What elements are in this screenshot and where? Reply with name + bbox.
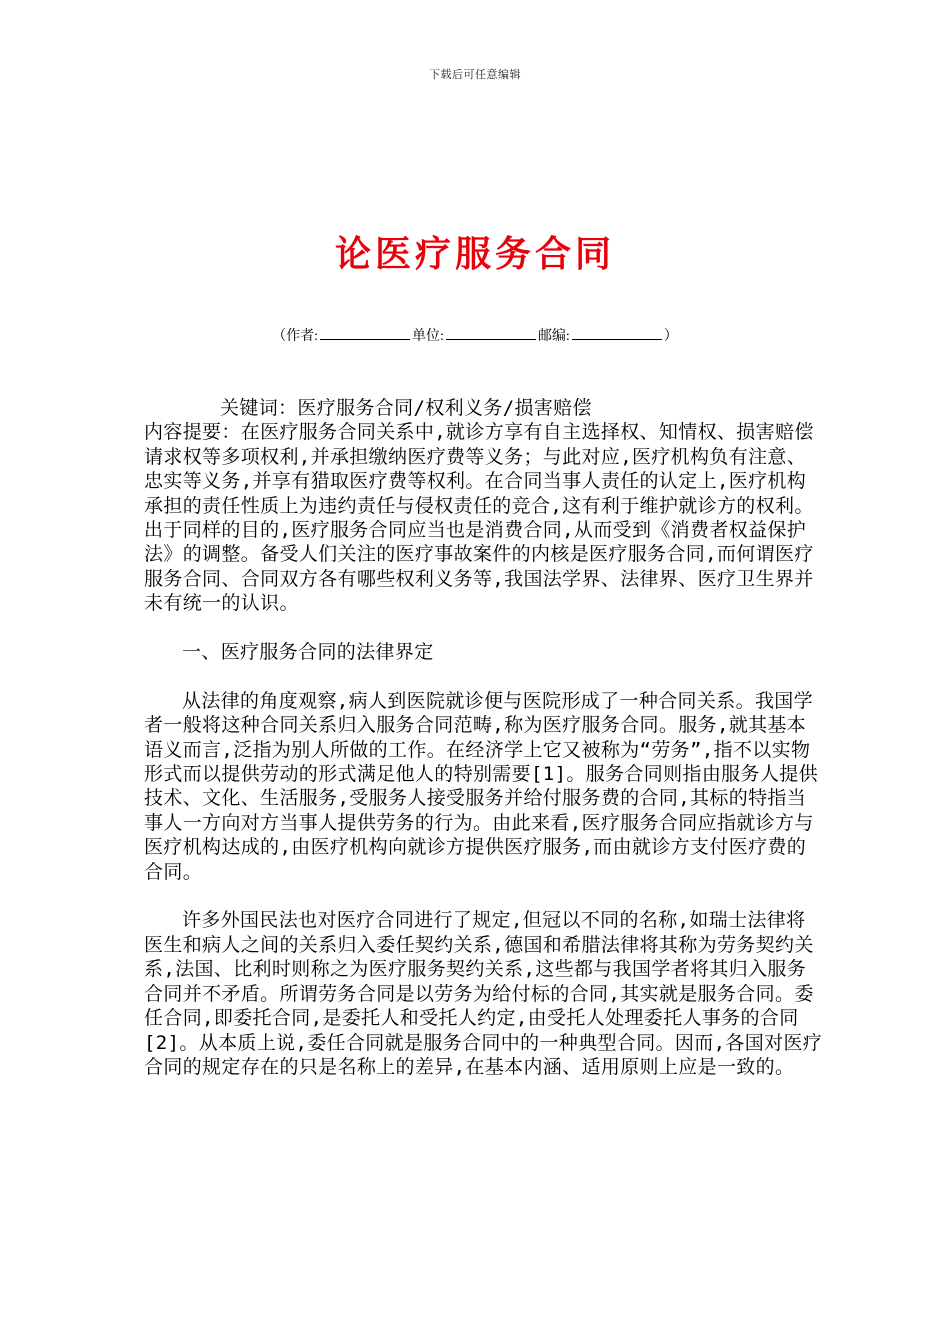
document-body (144, 396, 824, 1079)
spacer (144, 616, 824, 640)
body-paragraph: 许多外国民法也对医疗合同进行了规定,但冠以不同的名称,如瑞士法律将医生和病人之间的关系归入委任契约关系,德国和希腊法律将其称为劳务契约关系,法国、比利时则称之为医疗服务契约关系,这些都与我国学者将其归入服务合同并不矛盾。所谓劳务合同是以劳务为给付标的合同,其实就是服务合同。委任合同,即委托合同,是委托人和受托人约定,由受托人处理委托人事务的合同[2]。从本质上说,委任合同就是服务合同中的一种典型合同。因而,各国对医疗合同的规定存在的只是名称上的差异,在基本内涵、适用原则上应是一致的。 (144, 909, 823, 1078)
section-heading: 一、医疗服务合同的法律界定 (182, 641, 434, 664)
unit-blank (446, 325, 536, 340)
author-line (0, 325, 950, 345)
body-paragraph: 从法律的角度观察,病人到医院就诊便与医院形成了一种合同关系。我国学者一般将这种合同关系归入服务合同范畴,称为医疗服务合同。服务,就其基本语义而言,泛指为别人所做的工作。在经济学上它又被称为“劳务”,指不以实物形式而以提供劳动的形式满足他人的特别需要[1]。服务合同则指由服务人提供技术、文化、生活服务,受服务人接受服务并给付服务费的合同,其标的特指当事人一方向对方当事人提供劳务的行为。由此来看,医疗服务合同应指就诊方与医疗机构达成的,由医疗机构向就诊方提供医疗服务,而由就诊方支付医疗费的合同。 (144, 689, 818, 883)
author-label: （作者: (272, 329, 319, 344)
abstract: 内容提要：在医疗服务合同关系中,就诊方享有自主选择权、知情权、损害赔偿请求权等多项权利,并承担缴纳医疗费等义务；与此对应,医疗机构负有注意、忠实等义务,并享有猎取医疗费等权利。在合同当事人责任的认定上,医疗机构承担的责任性质上为违约责任与侵权责任的竞合,这有利于维护就诊方的权利。出于同样的目的,医疗服务合同应当也是消费合同,从而受到《消费者权益保护法》的调整。备受人们关注的医疗事故案件的内核是医疗服务合同,而何谓医疗服务合同、合同双方各有哪些权利义务等,我国法学界、法律界、医疗卫生界并未有统一的认识。 (144, 421, 814, 615)
unit-label: 单位: (412, 329, 444, 344)
author-blank (320, 325, 410, 340)
zip-blank (572, 325, 662, 340)
zip-label: 邮编: (537, 329, 570, 344)
document-title: 论医疗服务合同 (334, 233, 615, 275)
keywords: 关键词：医疗服务合同/权利义务/损害赔偿 (220, 397, 592, 419)
page-header-note: 下载后可任意编辑 (429, 68, 521, 81)
spacer (144, 664, 824, 688)
spacer (144, 884, 824, 908)
author-line-close: ） (663, 329, 678, 344)
